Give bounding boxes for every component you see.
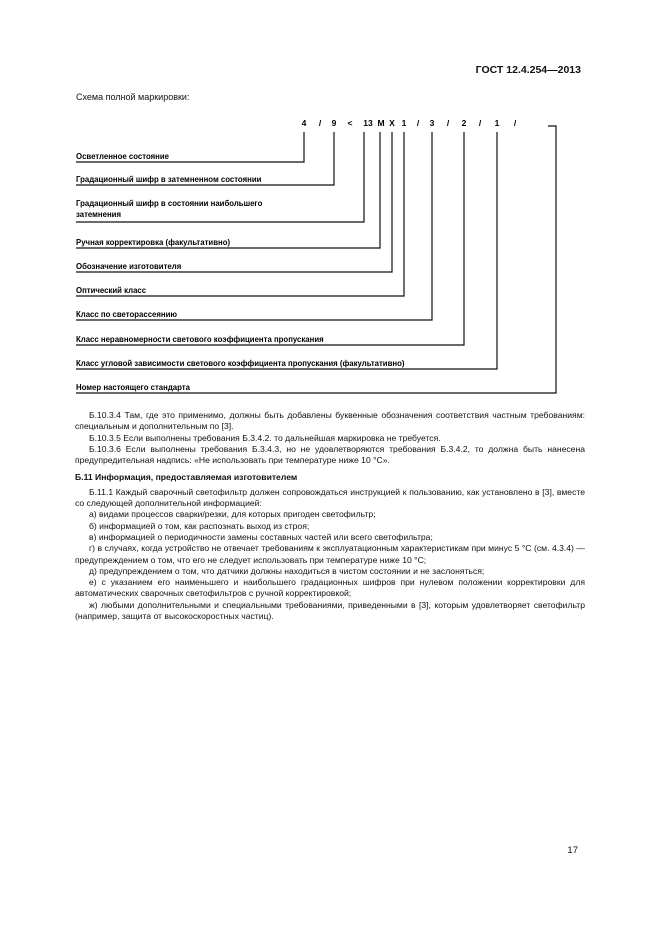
code-char: 13	[363, 118, 373, 128]
code-char: 1	[401, 118, 407, 128]
marking-label: Класс по светорассеянию	[76, 310, 178, 319]
list-item: г) в случаях, когда устройство не отвечает требованиям к эксплуатационным характеристикам при минус 5 °С (см. 4.3.4) — предупреждением о том, что его не следует использовать при температуре ниже 10 °С;	[75, 543, 585, 565]
list-item: ж) любыми дополнительными и специальными требованиями, приведенными в [3], которым удовлетворяет светофильтр (например, защита от высокоскоростных частиц).	[75, 599, 585, 622]
code-char: /	[478, 118, 482, 128]
code-char: 9	[331, 118, 337, 128]
section-title: Б.11 Информация, предоставляемая изготовителем	[75, 472, 298, 483]
code-char: /	[446, 118, 450, 128]
paragraph: Б.10.3.4 Там, где это применимо, должны быть добавлены буквенные обозначения соответствия частным требованиям: специальным и дополнительным по [3].	[75, 410, 585, 432]
connector-line	[76, 132, 497, 369]
code-char: <	[347, 118, 353, 128]
list-item: б) информацией о том, как распознать выход из строя;	[89, 520, 310, 531]
code-char: /	[513, 118, 517, 128]
page-header: ГОСТ 12.4.254—2013	[475, 64, 581, 76]
list-item: е) с указанием его наименьшего и наибольшего градационных шифров при нулевом положении корректировки для автоматических сварочных светофильтров с ручной корректировкой;	[75, 577, 585, 599]
marking-label: Класс угловой зависимости светового коэффициента пропускания (факультативно)	[76, 359, 405, 368]
paragraph: Б.10.3.5 Если выполнены требования Б.3.4.2. то дальнейшая маркировка не требуется.	[89, 432, 441, 443]
connector-line	[76, 126, 556, 393]
scheme-intro: Схема полной маркировки:	[76, 92, 190, 102]
code-char: Х	[389, 118, 395, 128]
paragraph: Б.11.1 Каждый сварочный светофильтр должен сопровождаться инструкцией к пользованию, как установлено в [3], вместе со следующей дополнительной информацией:	[75, 486, 585, 509]
marking-label: Номер настоящего стандарта	[76, 383, 190, 392]
code-char: 2	[461, 118, 467, 128]
code-char: 1	[494, 118, 500, 128]
paragraph: Б.10.3.6 Если выполнены требования Б.3.4.3, но не удовлетворяются требования Б.3.4.2, то должна быть нанесена предупредительная надпись: «Не использовать при температуре ниже 10 °С».	[75, 443, 585, 466]
marking-label: затемнения	[76, 210, 122, 219]
body-text	[75, 410, 585, 622]
list-item: в) информацией о периодичности замены составных частей или всего светофильтра;	[89, 531, 433, 542]
code-char: /	[416, 118, 420, 128]
code-char: /	[318, 118, 322, 128]
marking-label: Градационный шифр в состоянии наибольшего	[76, 199, 263, 208]
marking-diagram	[0, 0, 661, 410]
marking-label: Ручная корректировка (факультативно)	[76, 238, 231, 247]
list-item: д) предупреждением о том, что датчики должны находиться в чистом состоянии и не заслоняться;	[89, 565, 485, 576]
marking-label: Оптический класс	[76, 286, 147, 295]
marking-label: Градационный шифр в затемненном состоянии	[76, 175, 262, 184]
code-char: 3	[429, 118, 435, 128]
list-item: а) видами процессов сварки/резки, для которых пригоден светофильтр;	[89, 509, 376, 520]
marking-label: Осветленное состояние	[76, 152, 170, 161]
code-char: М	[377, 118, 385, 128]
marking-label: Класс неравномерности светового коэффициента пропускания	[76, 335, 324, 344]
page-number: 17	[567, 845, 578, 856]
marking-label: Обозначение изготовителя	[76, 262, 182, 271]
code-char: 4	[301, 118, 307, 128]
